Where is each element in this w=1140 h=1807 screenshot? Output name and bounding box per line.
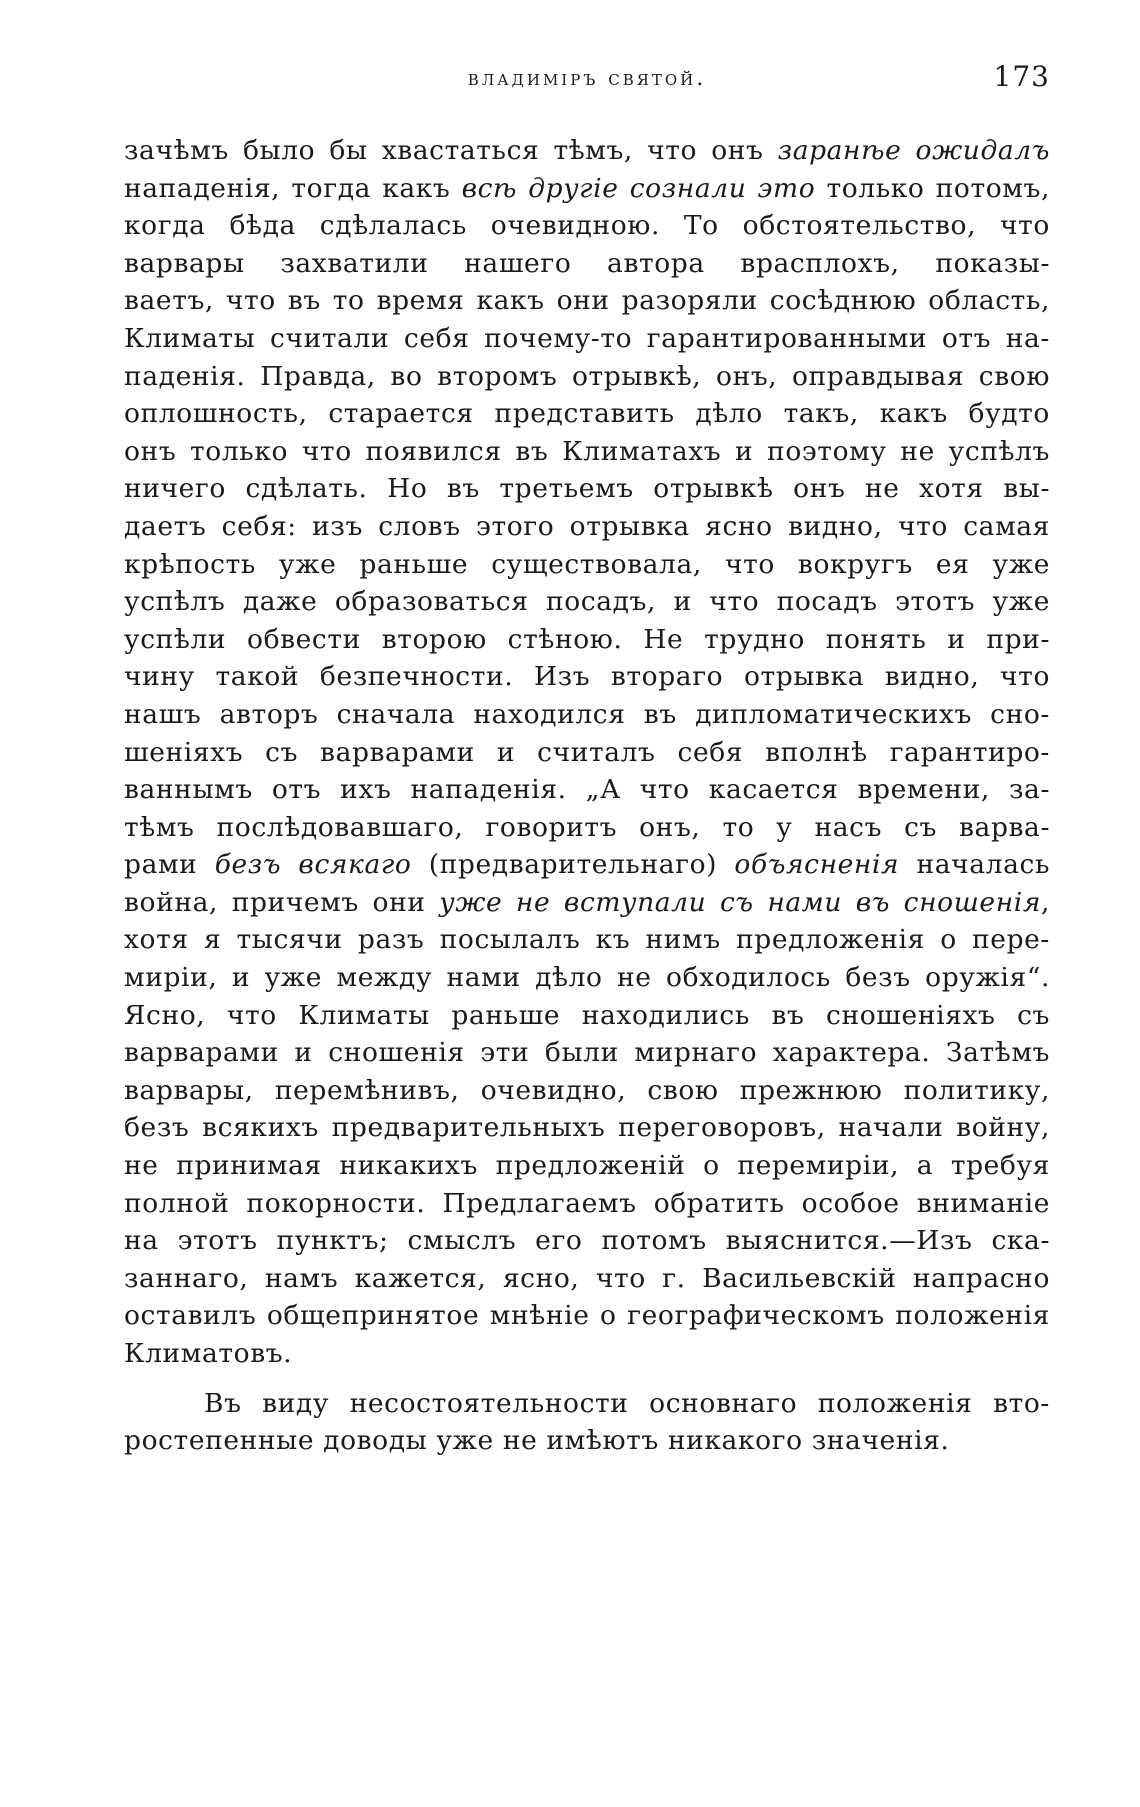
text-segment: , [1040,886,1050,918]
text-line [124,245,1050,283]
text-segment: когда бѣда сдѣлалась очевидною. То обстоятельство, что [124,210,1050,242]
text-segment: варвары захватили нашего автора врасплохъ, показы- [124,247,1050,279]
text-segment: ваетъ, что въ то время какъ они разоряли сосѣднюю область, [124,285,1050,317]
italic-emphasis: всѣ другіе сознали это [461,172,816,204]
text-line [124,621,1050,659]
text-segment: успѣли обвести второю стѣною. Не трудно понять и при- [124,623,1050,655]
italic-emphasis: заранѣе ожидалъ [777,135,1050,166]
italic-emphasis: безъ всякаго [214,849,412,881]
text-segment: Климаты считали себя почему-то гарантированными отъ на- [124,322,1050,354]
text-line [124,1297,1050,1335]
text-line [124,207,1050,245]
text-segment: (предварительнаго) [411,849,735,881]
text-line [124,1385,1050,1423]
text-line [124,395,1050,433]
text-segment: оставилъ общепринятое мнѣніе о географическомъ положенія [124,1300,1050,1332]
text-line [124,997,1050,1035]
text-segment: шеніяхъ съ варварами и считалъ себя вполнѣ гарантиро- [124,736,1050,768]
text-line [124,734,1050,772]
text-line [124,320,1050,358]
text-line [124,1260,1050,1298]
text-line [124,1335,1050,1373]
text-line [124,1185,1050,1223]
text-line [124,1109,1050,1147]
text-line [124,884,1050,922]
text-segment: хотя я тысячи разъ посылалъ къ нимъ предложенія о пере- [124,924,1050,956]
text-line [124,658,1050,696]
text-segment: на этотъ пунктъ; смыслъ его потомъ выяснится.—Изъ ска- [124,1225,1050,1257]
text-segment: успѣлъ даже образоваться посадъ, и что посадъ этотъ уже [124,586,1050,618]
text-segment: даетъ себя: изъ словъ этого отрывка ясно видно, что самая [124,510,1050,542]
text-line [124,282,1050,320]
text-segment: Климатовъ. [124,1338,293,1369]
text-segment: война, причемъ они [124,886,440,918]
text-segment: чину такой безпечности. Изъ втораго отрывка видно, что [124,661,1050,693]
book-page [124,58,1050,1460]
text-segment: онъ только что появился въ Климатахъ и поэтому не успѣлъ [124,435,1050,467]
paragraph-1 [124,132,1050,1373]
text-line [124,809,1050,847]
text-segment: нашъ авторъ сначала находился въ дипломатическихъ сно- [124,698,1050,730]
italic-emphasis: объясненія [734,849,900,881]
text-line [124,546,1050,584]
text-segment: безъ всякихъ предварительныхъ переговоровъ, начали войну, [124,1112,1050,1144]
text-line [124,132,1050,170]
text-segment: варвары, перемѣнивъ, очевидно, свою прежнюю политику, [124,1074,1050,1106]
paragraph-gap [124,1373,1050,1385]
text-line [124,583,1050,621]
text-line [124,358,1050,396]
text-segment: зачѣмъ было бы хвастаться тѣмъ, что онъ [124,135,778,166]
running-title: владиміръ святой. [467,66,707,91]
text-segment: рами [124,849,215,881]
italic-emphasis: уже не вступали съ нами въ сношенія [439,886,1041,918]
text-segment: паденія. Правда, во второмъ отрывкѣ, онъ, оправдывая свою [124,360,1050,392]
text-segment: ростепенные доводы уже не имѣютъ никакого значенія. [124,1425,950,1457]
text-line [124,846,1050,884]
text-segment: Ясно, что Климаты раньше находились въ сношеніяхъ съ [124,999,1050,1031]
text-segment: тѣмъ послѣдовавшаго, говоритъ онъ, то у насъ съ варва- [124,811,1050,843]
paragraph-2 [124,1385,1050,1460]
text-segment: крѣпость уже раньше существовала, что вокругъ ея уже [124,548,1050,580]
text-line [124,771,1050,809]
text-segment: варварами и сношенія эти были мирнаго характера. Затѣмъ [124,1037,1050,1069]
text-segment: миріи, и уже между нами дѣло не обходилось безъ оружія“. [124,962,1050,994]
text-segment: только потомъ, [815,172,1050,204]
text-line [124,1034,1050,1072]
text-line [124,1147,1050,1185]
text-line [124,508,1050,546]
text-segment: полной покорности. Предлагаемъ обратить особое вниманіе [124,1187,1050,1219]
text-line [124,959,1050,997]
text-segment: ничего сдѣлать. Но въ третьемъ отрывкѣ онъ не хотя вы- [124,473,1050,505]
text-segment: Въ виду несостоятельности основнаго положенія вто- [204,1387,1050,1419]
text-segment: ваннымъ отъ ихъ нападенія. „А что касается времени, за- [124,774,1050,806]
text-line [124,433,1050,471]
text-segment: началась [899,849,1050,881]
text-line [124,1222,1050,1260]
text-segment: заннаго, намъ кажется, ясно, что г. Васильевскій напрасно [124,1262,1050,1294]
text-line [124,470,1050,508]
text-line [124,921,1050,959]
running-header [124,58,1050,106]
text-segment: не принимая никакихъ предложеній о перемиріи, а требуя [124,1150,1050,1182]
page-number: 173 [993,60,1050,93]
text-line [124,1422,1050,1460]
text-segment: оплошность, старается представить дѣло такъ, какъ будто [124,398,1050,430]
text-segment: нападенія, тогда какъ [124,172,462,204]
text-line [124,1072,1050,1110]
text-line [124,696,1050,734]
text-line [124,170,1050,208]
